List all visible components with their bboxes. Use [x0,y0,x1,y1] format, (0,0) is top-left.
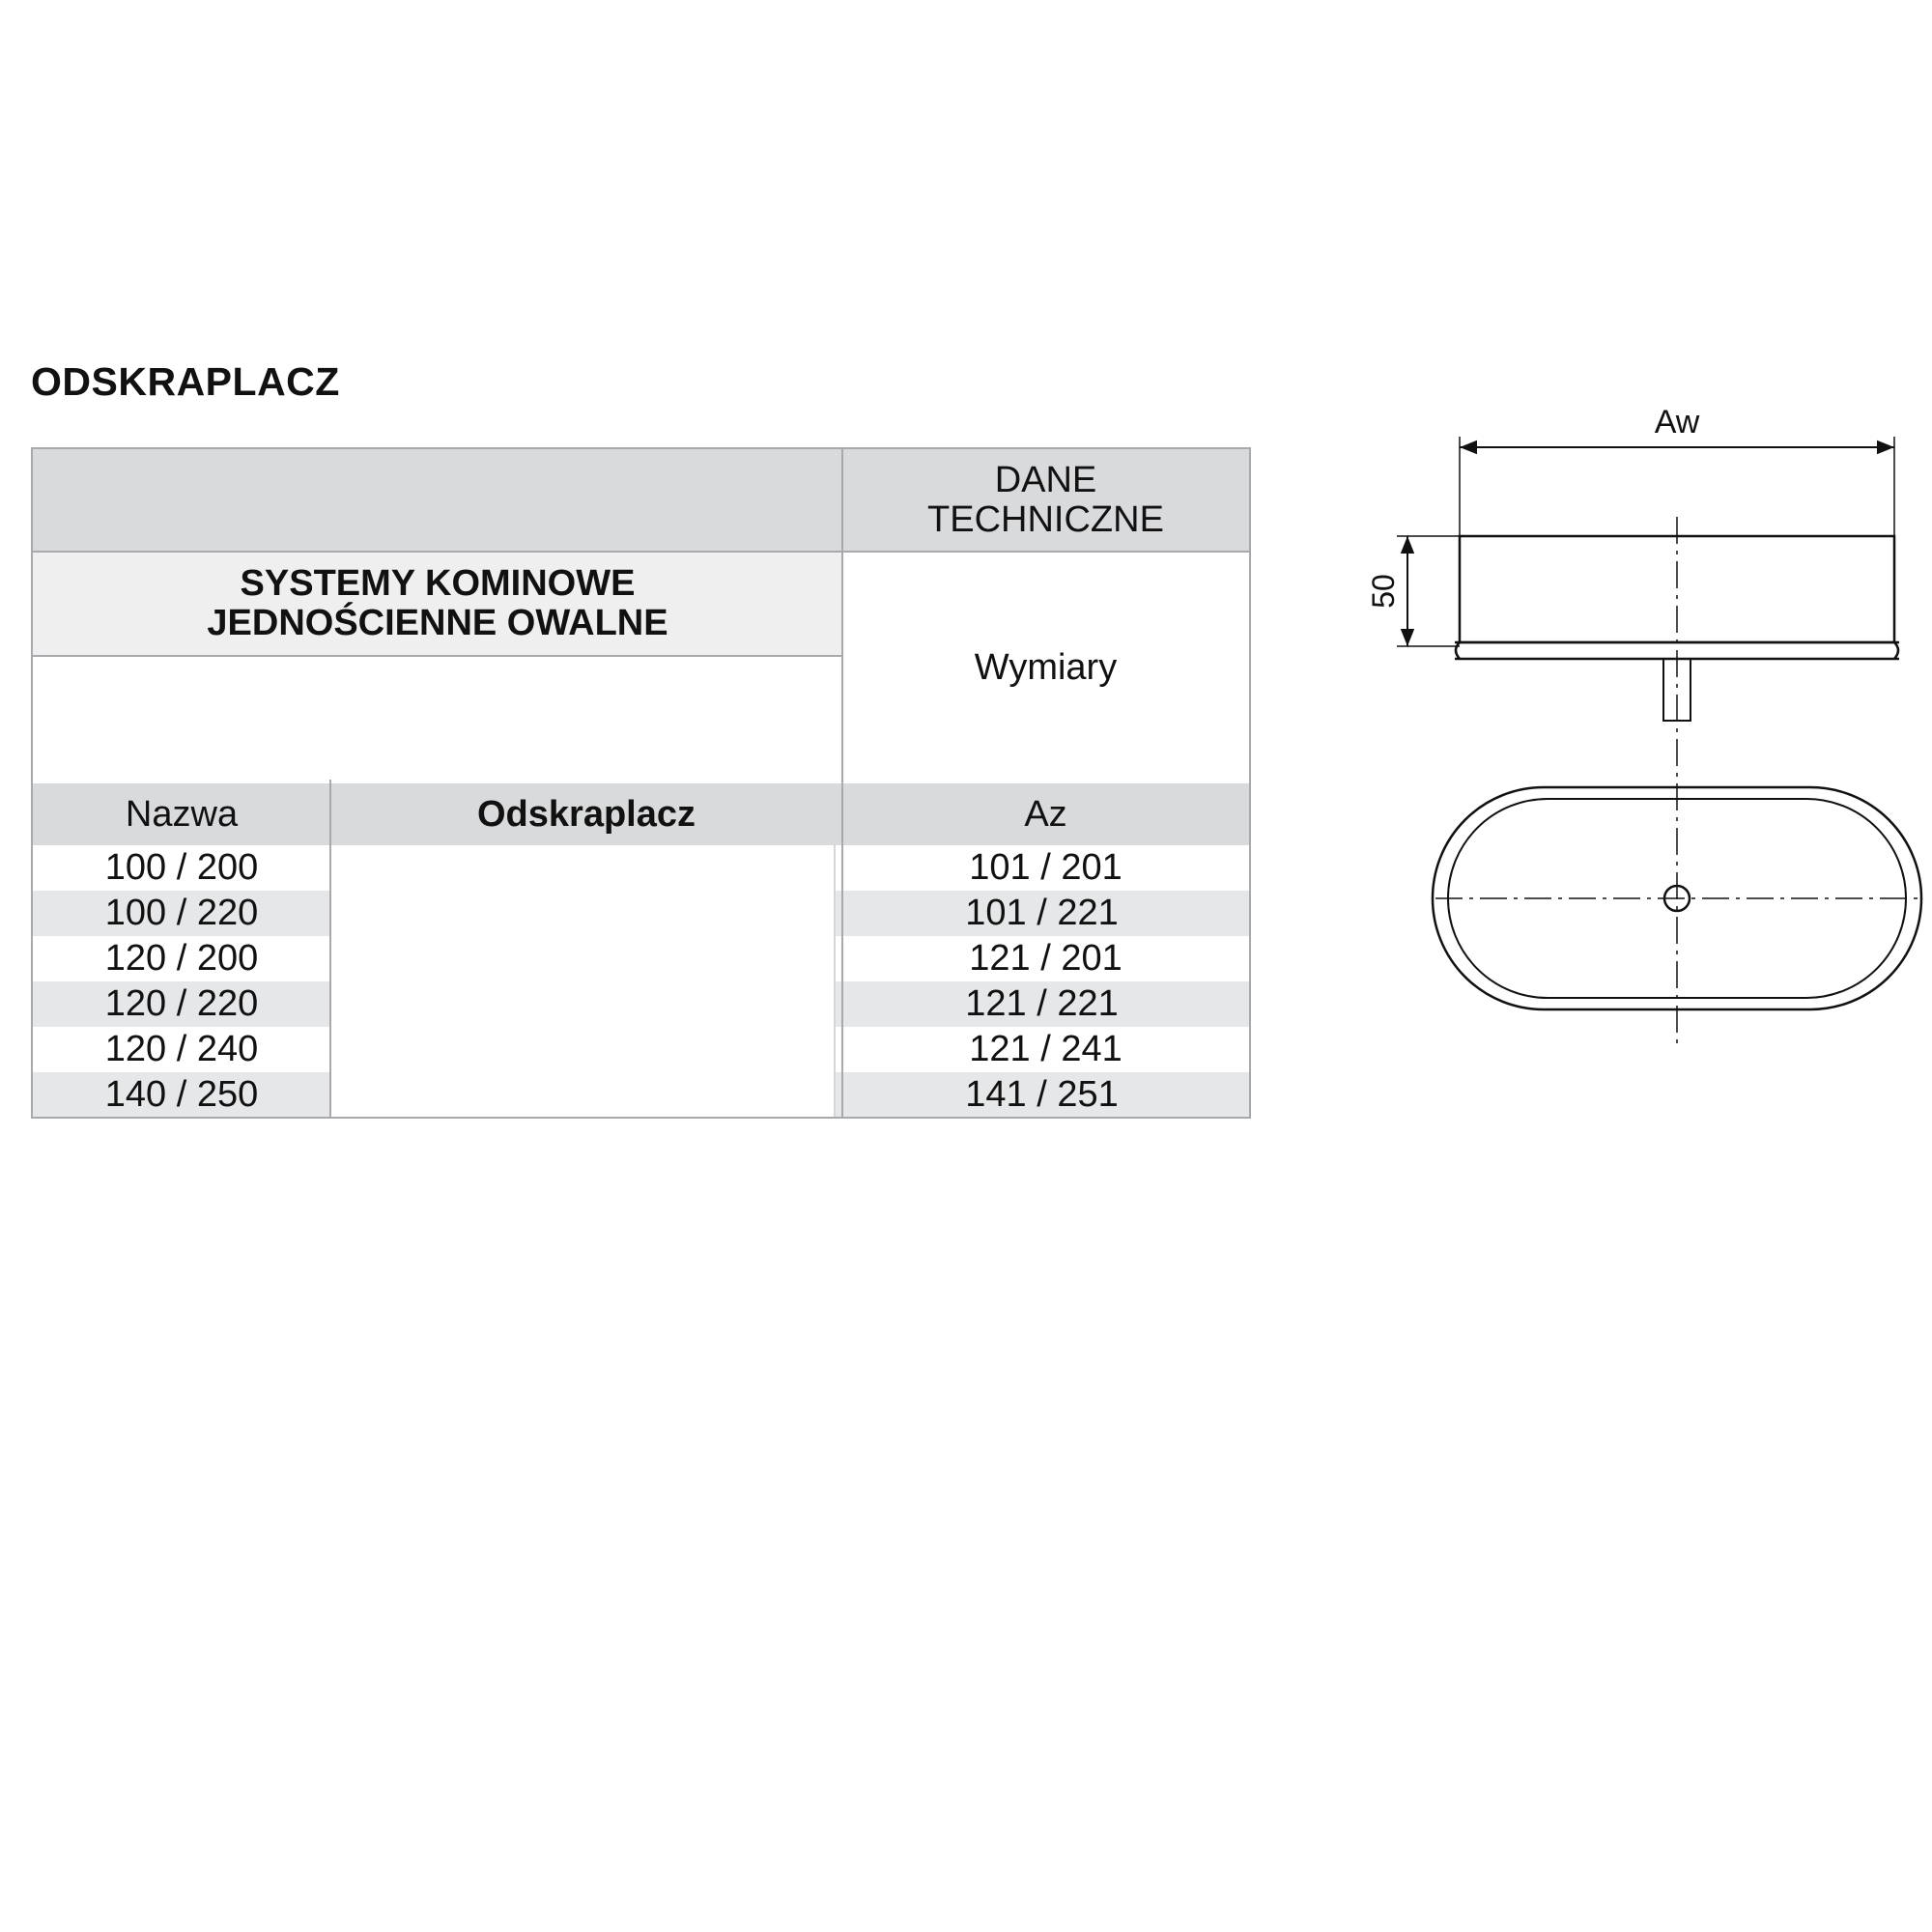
dimensions-label: Wymiary [974,646,1118,688]
technical-table [31,447,1251,1119]
row-2-az: 101 / 221 [835,891,1249,936]
divider [33,655,842,657]
row-5-name: 120 / 240 [104,1029,259,1069]
height-label: 50 [1366,574,1401,609]
row-2-name: 100 / 220 [33,891,330,936]
divider [329,780,331,1117]
page-title: ODSKRAPLACZ [31,359,340,404]
divider [834,845,836,1117]
row-3-name: 120 / 200 [104,938,259,979]
row-1-az: 101 / 201 [969,847,1122,888]
row-3-az: 121 / 201 [969,938,1122,979]
row-4-name: 120 / 220 [33,981,330,1027]
system-name-line1: SYSTEMY KOMINOWE [240,563,636,604]
row-6-name: 140 / 250 [33,1072,330,1117]
row-6-az: 141 / 251 [835,1072,1249,1117]
header-blank [33,449,842,552]
divider [841,449,843,1117]
system-name [33,552,842,656]
width-label: Aw [1654,404,1700,440]
row-4-az: 121 / 221 [835,981,1249,1027]
column-name: Nazwa [33,783,330,845]
drain-cap-drawing [1333,386,1932,1063]
row-1-name: 100 / 200 [104,847,259,888]
header-technical-data [842,449,1249,552]
header-technical-line2: TECHNICZNE [927,499,1164,540]
column-az: Az [842,783,1249,845]
column-product: Odskraplacz [330,783,842,845]
header-technical-line1: DANE [994,460,1097,500]
system-name-line2: JEDNOŚCIENNE OWALNE [207,603,668,643]
row-5-az: 121 / 241 [969,1029,1122,1069]
divider [33,551,1249,553]
